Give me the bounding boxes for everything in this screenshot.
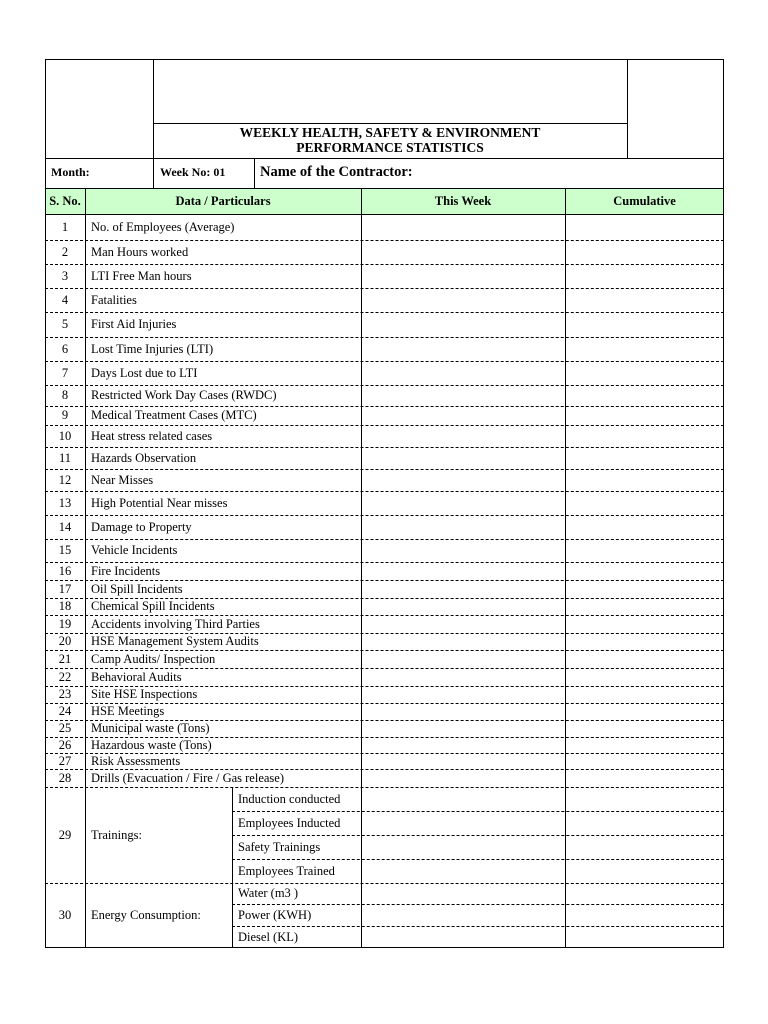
week-number-label: Week No: 01 (160, 165, 226, 179)
row-description: Vehicle Incidents (91, 543, 178, 557)
subrow-separator (232, 926, 724, 927)
row-separator (45, 264, 724, 265)
row-separator (45, 598, 724, 599)
row-description: Near Misses (91, 472, 154, 487)
row-this-week-input[interactable] (361, 539, 565, 562)
row-this-week-input[interactable] (361, 288, 565, 312)
row-separator (45, 406, 724, 407)
row-this-week-input[interactable] (361, 337, 565, 361)
row-sno: 1 (61, 220, 69, 234)
row-this-week-input[interactable] (361, 425, 565, 447)
row-cumulative-input[interactable] (565, 385, 724, 406)
training-subitem: Safety Trainings (238, 839, 321, 854)
energy-subitem: Water (m3 ) (238, 886, 299, 900)
row-description: Risk Assessments (91, 753, 181, 768)
row-description: First Aid Injuries (91, 317, 177, 331)
trainings-sno: 29 (58, 827, 72, 842)
row-this-week-input[interactable] (361, 769, 565, 787)
row-separator (45, 447, 724, 448)
row-sno: 23 (58, 687, 72, 701)
row-separator (45, 633, 724, 634)
training-subitem: Induction conducted (238, 791, 341, 806)
row-description: Fatalities (91, 292, 137, 307)
energy-subitem: Power (KWH) (238, 907, 312, 922)
row-cumulative-input[interactable] (565, 598, 724, 615)
row-sno: 16 (58, 563, 72, 578)
subrow-separator (232, 904, 724, 905)
month-label: Month: (51, 165, 90, 179)
row-sno: 18 (58, 599, 72, 613)
row-cumulative-input[interactable] (565, 753, 724, 769)
row-separator (45, 385, 724, 386)
row-description: Restricted Work Day Cases (RWDC) (91, 388, 277, 402)
row-separator (45, 769, 724, 770)
header-divider-right (627, 59, 628, 158)
energy-sno: 30 (58, 908, 72, 922)
row-cumulative-input[interactable] (565, 491, 724, 515)
row-this-week-input[interactable] (361, 562, 565, 580)
row-sno: 4 (61, 292, 69, 307)
row-cumulative-input[interactable] (565, 686, 724, 703)
row-cumulative-input[interactable] (565, 215, 724, 240)
row-description: Oil Spill Incidents (91, 581, 183, 596)
week-divider (254, 158, 255, 188)
row-sno: 13 (58, 495, 72, 510)
row-cumulative-input[interactable] (565, 650, 724, 668)
row-separator (45, 469, 724, 470)
trainings-label: Trainings: (91, 827, 142, 842)
row-this-week-input[interactable] (361, 633, 565, 650)
row-sno: 9 (61, 408, 69, 422)
row-sno: 21 (58, 651, 72, 666)
row-cumulative-input[interactable] (565, 361, 724, 385)
training-subitem: Employees Trained (238, 863, 335, 878)
row-sno: 19 (58, 616, 72, 631)
row-this-week-input[interactable] (361, 737, 565, 753)
row-cumulative-input[interactable] (565, 615, 724, 633)
row-sno: 26 (58, 737, 72, 752)
row-separator (45, 580, 724, 581)
row-separator (45, 361, 724, 362)
row-separator (45, 288, 724, 289)
row-separator (45, 515, 724, 516)
row-this-week-input[interactable] (361, 753, 565, 769)
row-cumulative-input[interactable] (565, 668, 724, 686)
row-separator (45, 337, 724, 338)
form-title-line2: PERFORMANCE STATISTICS (296, 140, 484, 155)
row-cumulative-input[interactable] (565, 312, 724, 337)
row-this-week-input[interactable] (361, 580, 565, 598)
row-separator (45, 787, 724, 788)
row-description: Municipal waste (Tons) (91, 721, 210, 735)
row-description: HSE Management System Audits (91, 634, 259, 648)
row-sno: 25 (58, 721, 72, 735)
row-this-week-input[interactable] (361, 361, 565, 385)
row-sno: 10 (58, 428, 72, 443)
energy-label: Energy Consumption: (91, 908, 201, 922)
row-description: LTI Free Man hours (91, 268, 192, 283)
row-description: No. of Employees (Average) (91, 220, 235, 234)
row-description: Accidents involving Third Parties (91, 616, 260, 631)
row-this-week-input[interactable] (361, 615, 565, 633)
row-sno: 28 (58, 770, 72, 785)
row-separator (45, 737, 724, 738)
row-this-week-input[interactable] (361, 312, 565, 337)
row-cumulative-input[interactable] (565, 469, 724, 491)
row-this-week-input[interactable] (361, 385, 565, 406)
row-description: Hazards Observation (91, 450, 197, 465)
row-description: Days Lost due to LTI (91, 365, 198, 380)
row-sno: 24 (58, 704, 72, 718)
row-description: High Potential Near misses (91, 495, 228, 510)
row-sno: 3 (61, 268, 69, 283)
row-separator (45, 539, 724, 540)
row-sno: 2 (61, 244, 69, 259)
row-description: Heat stress related cases (91, 428, 213, 443)
row-this-week-input[interactable] (361, 491, 565, 515)
form-title-line1: WEEKLY HEALTH, SAFETY & ENVIRONMENT (239, 125, 541, 140)
row-this-week-input[interactable] (361, 240, 565, 264)
row-description: HSE Meetings (91, 704, 165, 718)
row-cumulative-input[interactable] (565, 633, 724, 650)
contractor-name-label: Name of the Contractor: (260, 164, 413, 180)
row-this-week-input[interactable] (361, 650, 565, 668)
row-description: Chemical Spill Incidents (91, 599, 215, 613)
row-cumulative-input[interactable] (565, 337, 724, 361)
row-separator (45, 425, 724, 426)
row-sno: 14 (58, 519, 72, 534)
row-this-week-input[interactable] (361, 686, 565, 703)
row-cumulative-input[interactable] (565, 447, 724, 469)
row-this-week-input[interactable] (361, 264, 565, 288)
row-cumulative-input[interactable] (565, 406, 724, 425)
row-this-week-input[interactable] (361, 720, 565, 737)
row-cumulative-input[interactable] (565, 240, 724, 264)
row-this-week-input[interactable] (361, 598, 565, 615)
row-sno: 22 (58, 669, 72, 684)
row-separator (45, 240, 724, 241)
row-separator (45, 753, 724, 754)
row-sno: 6 (61, 341, 69, 356)
training-subitem: Employees Inducted (238, 815, 341, 830)
row-description: Site HSE Inspections (91, 687, 198, 701)
row-cumulative-input[interactable] (565, 737, 724, 753)
row-description: Hazardous waste (Tons) (91, 737, 212, 752)
row-separator (45, 491, 724, 492)
row-separator (45, 703, 724, 704)
row-separator (45, 650, 724, 651)
header-this-week: This Week (434, 194, 492, 208)
subrow-separator (232, 811, 724, 812)
row-description: Fire Incidents (91, 563, 161, 578)
row-cumulative-input[interactable] (565, 425, 724, 447)
row-cumulative-input[interactable] (565, 539, 724, 562)
row-cumulative-input[interactable] (565, 288, 724, 312)
row-cumulative-input[interactable] (565, 720, 724, 737)
subrow-separator (232, 835, 724, 836)
row-sno: 5 (61, 317, 69, 331)
row-separator (45, 883, 724, 884)
row-sno: 8 (61, 388, 69, 402)
row-description: Man Hours worked (91, 244, 189, 259)
header-divider-left (153, 59, 154, 189)
title-top-rule (153, 123, 627, 124)
info-row-top-rule (45, 158, 724, 159)
subrow-separator (232, 859, 724, 860)
row-sno: 12 (58, 472, 72, 487)
row-sno: 7 (61, 365, 69, 380)
row-separator (45, 615, 724, 616)
row-cumulative-input[interactable] (565, 703, 724, 720)
form-title (153, 125, 627, 157)
row-description: Drills (Evacuation / Fire / Gas release) (91, 770, 284, 785)
row-cumulative-input[interactable] (565, 515, 724, 539)
row-sno: 11 (58, 450, 72, 465)
row-sno: 20 (58, 634, 72, 648)
row-separator (45, 720, 724, 721)
header-particulars: Data / Particulars (175, 194, 271, 208)
row-this-week-input[interactable] (361, 447, 565, 469)
row-description: Camp Audits/ Inspection (91, 651, 216, 666)
row-separator (45, 312, 724, 313)
row-description: Lost Time Injuries (LTI) (91, 341, 214, 356)
energy-subitem: Diesel (KL) (238, 929, 299, 944)
header-sno: S. No. (49, 194, 81, 208)
row-cumulative-input[interactable] (565, 769, 724, 787)
row-description: Behavioral Audits (91, 669, 182, 684)
row-description: Damage to Property (91, 519, 192, 534)
row-this-week-input[interactable] (361, 406, 565, 425)
header-cumulative: Cumulative (613, 194, 676, 208)
row-separator (45, 686, 724, 687)
row-separator (45, 668, 724, 669)
row-separator (45, 562, 724, 563)
row-this-week-input[interactable] (361, 515, 565, 539)
row-this-week-input[interactable] (361, 668, 565, 686)
row-description: Medical Treatment Cases (MTC) (91, 408, 257, 422)
row-cumulative-input[interactable] (565, 264, 724, 288)
row-sno: 27 (58, 753, 72, 768)
row-this-week-input[interactable] (361, 469, 565, 491)
row-this-week-input[interactable] (361, 215, 565, 240)
row-cumulative-input[interactable] (565, 580, 724, 598)
row-cumulative-input[interactable] (565, 562, 724, 580)
row-this-week-input[interactable] (361, 703, 565, 720)
row-sno: 17 (58, 581, 72, 596)
row-sno: 15 (58, 543, 72, 557)
